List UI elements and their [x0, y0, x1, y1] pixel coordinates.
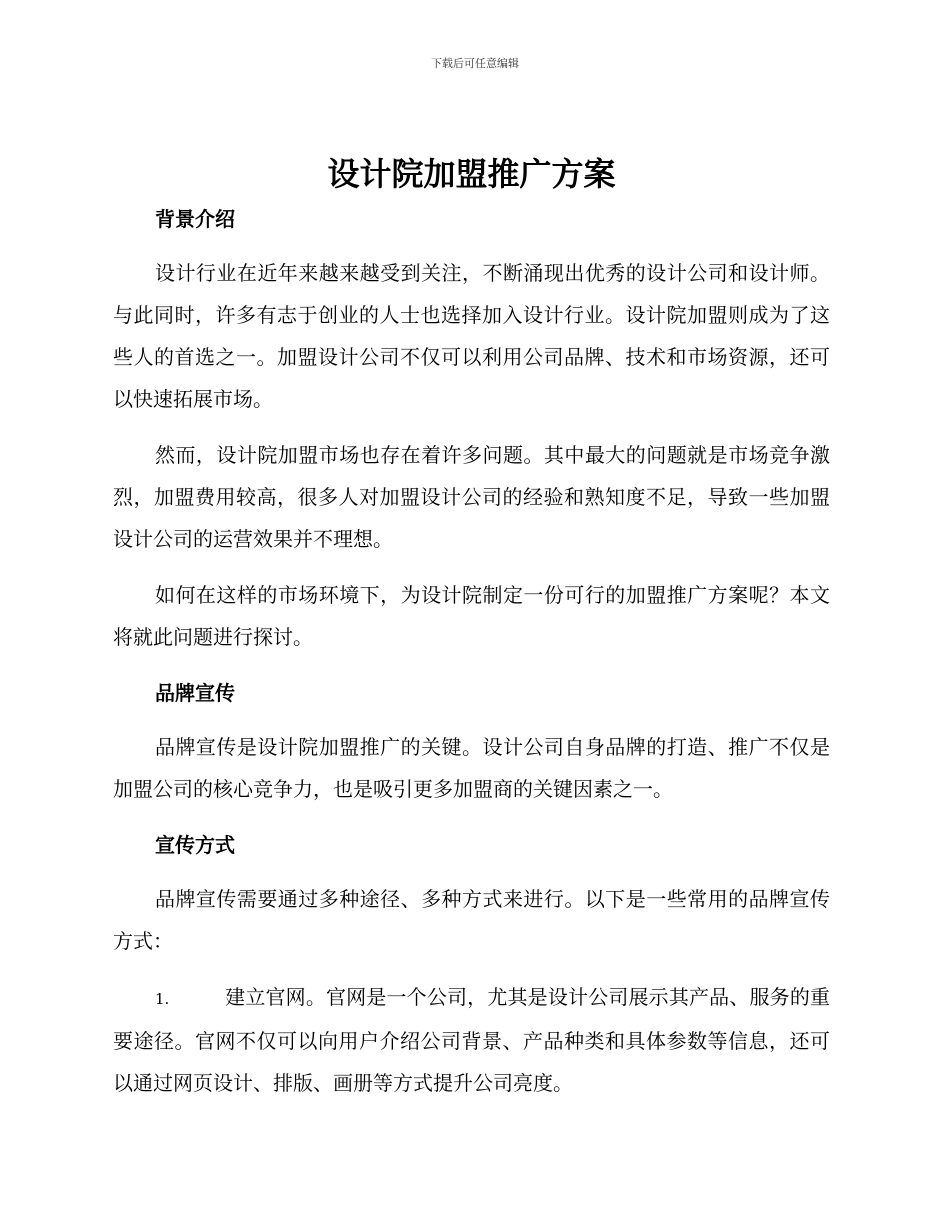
document-body: [113, 150, 830, 1104]
paragraph: 然而，设计院加盟市场也存在着许多问题。其中最大的问题就是市场竞争激烈，加盟费用较高，很多人对加盟设计公司的经验和熟知度不足，导致一些加盟设计公司的运营效果并不理想。: [113, 443, 830, 551]
document-title: 设计院加盟推广方案: [327, 155, 616, 193]
list-item: [113, 976, 830, 1104]
paragraph: 品牌宣传是设计院加盟推广的关键。设计公司自身品牌的打造、推广不仅是加盟公司的核心竞争力，也是吸引更多加盟商的关键因素之一。: [113, 735, 830, 801]
paragraph: 设计行业在近年来越来越受到关注，不断涌现出优秀的设计公司和设计师。与此同时，许多有志于创业的人士也选择加入设计行业。设计院加盟则成为了这些人的首选之一。加盟设计公司不仅可以利用公司品牌、技术和市场资源，还可以快速拓展市场。: [113, 261, 830, 411]
page-header-note: 下载后可任意编辑: [431, 57, 519, 70]
paragraph: 如何在这样的市场环境下，为设计院制定一份可行的加盟推广方案呢？本文将就此问题进行探讨。: [113, 583, 830, 649]
section-heading-methods: 宣传方式: [155, 833, 235, 857]
list-item-text: 建立官网。官网是一个公司，尤其是设计公司展示其产品、服务的重要途径。官网不仅可以向用户介绍公司背景、产品种类和具体参数等信息，还可以通过网页设计、排版、画册等方式提升公司亮度。: [113, 985, 830, 1095]
section-heading-brand: 品牌宣传: [155, 681, 235, 705]
list-item-number: 1.: [155, 990, 170, 1008]
section-heading-background: 背景介绍: [155, 207, 235, 231]
paragraph: 品牌宣传需要通过多种途径、多种方式来进行。以下是一些常用的品牌宣传方式：: [113, 887, 830, 953]
